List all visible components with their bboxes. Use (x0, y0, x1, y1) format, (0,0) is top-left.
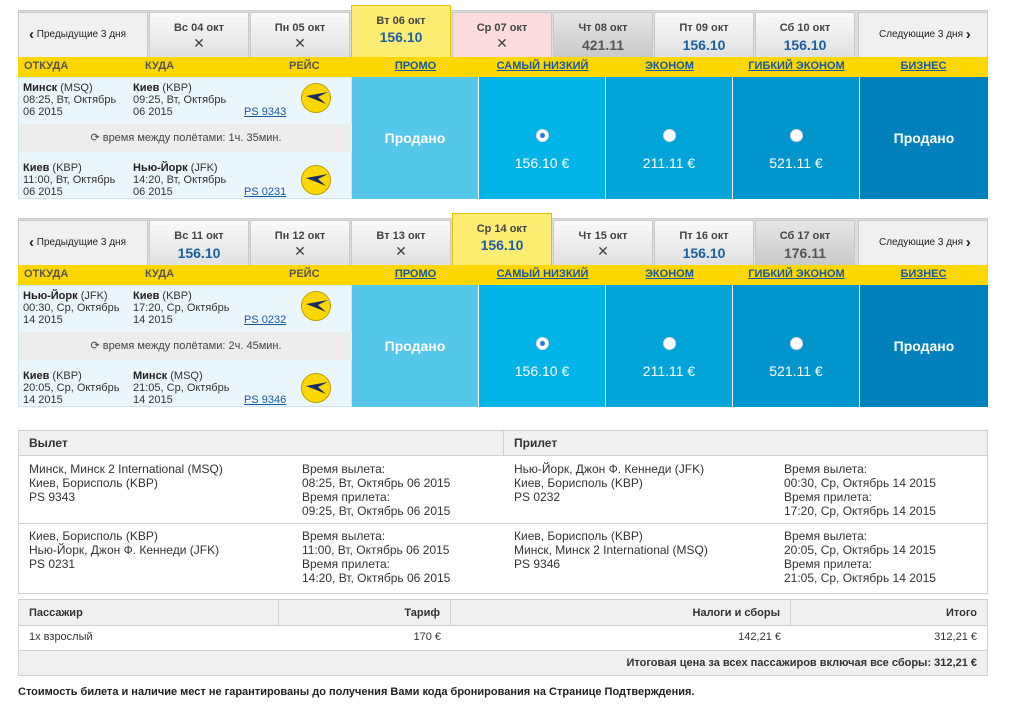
flight-segments (18, 77, 352, 199)
date-tab[interactable]: Вс 11 окт 156.10 (149, 220, 249, 265)
transfer-info: ⟳ время между полётами: 1ч. 35мин. (19, 124, 353, 152)
fare-radio-selected[interactable] (536, 129, 549, 142)
economy-fare-cell[interactable]: 211.11 € (606, 77, 732, 199)
return-segment-1-times: Время вылета: 00:30, Ср, Октябрь 14 2015 Время прилета: 17:20, Ср, Октябрь 14 2015 (784, 462, 936, 518)
unavailable-icon: ✕ (294, 35, 306, 51)
price-table (18, 599, 988, 676)
lowest-fare-cell[interactable]: 156.10 € (479, 77, 605, 199)
airline-logo-icon (301, 373, 331, 403)
outbound-segment-1-times: Время вылета: 08:25, Вт, Октябрь 06 2015 Время прилета: 09:25, Вт, Октябрь 06 2015 (302, 462, 451, 518)
promo-sort-link[interactable]: ПРОМО (394, 60, 437, 72)
flex-economy-fare-cell[interactable]: 521.11 € (733, 77, 859, 199)
unavailable-icon: ✕ (496, 35, 508, 51)
transfer-icon: ⟳ (90, 132, 100, 144)
lowest-sort-link[interactable]: САМЫЙ НИЗКИЙ (496, 268, 589, 280)
outbound-segment-2-times: Время вылета: 11:00, Вт, Октябрь 06 2015 Время прилета: 14:20, Вт, Октябрь 06 2015 (302, 529, 451, 585)
fare-radio[interactable] (790, 337, 803, 350)
prev-3-days-button[interactable]: ‹ Предыдущие 3 дня (18, 220, 148, 265)
outbound-segment-2: Киев, Борисполь (KBP) Нью-Йорк, Джон Ф. Кеннеди (JFK) PS 0231 (29, 529, 220, 571)
passenger-type: 1x взрослый (29, 631, 93, 643)
date-tab[interactable]: Сб 17 окт 176.11 (755, 220, 855, 265)
return-segment-2: Киев, Борисполь (KBP) Минск, Минск 2 International (MSQ) PS 9346 (514, 529, 708, 571)
transfer-info: ⟳ время между полётами: 2ч. 45мин. (19, 332, 353, 360)
segment-destination: Нью-Йорк (JFK) 14:20, Вт, Октябрь 06 2015 (133, 162, 227, 198)
grand-total: Итоговая цена за всех пассажиров включая все сборы: 312,21 € (19, 650, 987, 675)
fare-radio[interactable] (663, 129, 676, 142)
segment-origin: Киев (KBP) 20:05, Ср, Октябрь 14 2015 (23, 370, 120, 406)
taxes-header: Налоги и сборы (451, 600, 791, 626)
lowest-sort-link[interactable]: САМЫЙ НИЗКИЙ (496, 60, 589, 72)
next-3-days-button[interactable]: Следующие 3 дня › (858, 220, 988, 265)
promo-fare-cell: Продано (352, 77, 478, 199)
business-fare-cell: Продано (860, 285, 988, 407)
transfer-icon: ⟳ (90, 340, 100, 352)
flex-economy-sort-link[interactable]: ГИБКИЙ ЭКОНОМ (748, 60, 845, 72)
airline-logo-icon (301, 291, 331, 321)
date-tab[interactable]: Вт 13 окт ✕ (351, 220, 451, 265)
date-tab-selected[interactable]: Ср 14 окт 156.10 (452, 213, 552, 265)
date-tab[interactable]: Пт 16 окт 156.10 (654, 220, 754, 265)
unavailable-icon: ✕ (597, 243, 609, 259)
total-value: 312,21 € (934, 631, 977, 643)
economy-fare-cell[interactable]: 211.11 € (606, 285, 732, 407)
chevron-right-icon: › (965, 234, 971, 251)
unavailable-icon: ✕ (193, 35, 205, 51)
promo-fare-cell: Продано (352, 285, 478, 407)
segment-origin: Минск (MSQ) 08:25, Вт, Октябрь 06 2015 (23, 82, 117, 118)
return-segment-2-times: Время вылета: 20:05, Ср, Октябрь 14 2015 Время прилета: 21:05, Ср, Октябрь 14 2015 (784, 529, 936, 585)
unavailable-icon: ✕ (294, 243, 306, 259)
business-sort-link[interactable]: БИЗНЕС (900, 60, 947, 72)
business-fare-cell: Продано (860, 77, 988, 199)
chevron-right-icon: › (965, 26, 971, 43)
date-tab[interactable]: Чт 08 окт 421.11 (553, 12, 653, 57)
flight-number-link[interactable]: PS 0231 (244, 186, 287, 198)
fare-radio-selected[interactable] (536, 337, 549, 350)
disclaimer-note: Стоимость билета и наличие мест не гарантированы до получения Вами кода бронирования на Странице Подтверждения. (18, 686, 695, 698)
fare-header: Тариф (279, 600, 451, 626)
departure-heading: Вылет (19, 431, 504, 456)
date-tab[interactable]: Чт 15 окт ✕ (553, 220, 653, 265)
itinerary-details (18, 430, 988, 594)
date-tab[interactable]: Пн 05 окт ✕ (250, 12, 350, 57)
fare-header: ОТКУДА КУДА РЕЙС ПРОМО САМЫЙ НИЗКИЙ ЭКОНОМ ГИБКИЙ ЭКОНОМ БИЗНЕС (18, 265, 988, 285)
total-header: Итого (791, 600, 987, 626)
return-flight-block (18, 218, 988, 408)
arrival-heading: Прилет (504, 431, 987, 456)
airline-logo-icon (301, 165, 331, 195)
segment-origin: Нью-Йорк (JFK) 00:30, Ср, Октябрь 14 2015 (23, 290, 120, 326)
chevron-left-icon: ‹ (29, 26, 34, 43)
segment-destination: Киев (KBP) 09:25, Вт, Октябрь 06 2015 (133, 82, 227, 118)
next-3-days-button[interactable]: Следующие 3 дня › (858, 12, 988, 57)
segment-destination: Минск (MSQ) 21:05, Ср, Октябрь 14 2015 (133, 370, 230, 406)
fare-value: 170 € (413, 631, 441, 643)
prev-3-days-button[interactable]: ‹ Предыдущие 3 дня (18, 12, 148, 57)
fare-radio[interactable] (790, 129, 803, 142)
business-sort-link[interactable]: БИЗНЕС (900, 268, 947, 280)
economy-sort-link[interactable]: ЭКОНОМ (645, 60, 694, 72)
lowest-fare-cell[interactable]: 156.10 € (479, 285, 605, 407)
date-tab[interactable]: Сб 10 окт 156.10 (755, 12, 855, 57)
date-tab[interactable]: Вс 04 окт ✕ (149, 12, 249, 57)
economy-sort-link[interactable]: ЭКОНОМ (645, 268, 694, 280)
fare-radio[interactable] (663, 337, 676, 350)
outbound-segment-1: Минск, Минск 2 International (MSQ) Киев, Борисполь (KBP) PS 9343 (29, 462, 223, 504)
airline-logo-icon (301, 83, 331, 113)
date-tab[interactable]: Пт 09 окт 156.10 (654, 12, 754, 57)
chevron-left-icon: ‹ (29, 234, 34, 251)
row-divider (19, 523, 987, 524)
flex-economy-sort-link[interactable]: ГИБКИЙ ЭКОНОМ (748, 268, 845, 280)
promo-sort-link[interactable]: ПРОМО (394, 268, 437, 280)
outbound-flight-block (18, 10, 988, 200)
flight-segments (18, 285, 352, 407)
date-tab[interactable]: Пн 12 окт ✕ (250, 220, 350, 265)
flex-economy-fare-cell[interactable]: 521.11 € (733, 285, 859, 407)
date-tab[interactable]: Ср 07 окт ✕ (452, 12, 552, 57)
segment-destination: Киев (KBP) 17:20, Ср, Октябрь 14 2015 (133, 290, 230, 326)
flight-number-link[interactable]: PS 9343 (244, 106, 287, 118)
passenger-header: Пассажир (19, 600, 279, 626)
return-segment-1: Нью-Йорк, Джон Ф. Кеннеди (JFK) Киев, Борисполь (KBP) PS 0232 (514, 462, 705, 504)
date-tab-selected[interactable]: Вт 06 окт 156.10 (351, 5, 451, 57)
segment-origin: Киев (KBP) 11:00, Вт, Октябрь 06 2015 (23, 162, 116, 198)
flight-number-link[interactable]: PS 9346 (244, 394, 287, 406)
unavailable-icon: ✕ (395, 243, 407, 259)
taxes-value: 142,21 € (738, 631, 781, 643)
fare-header: ОТКУДА КУДА РЕЙС ПРОМО САМЫЙ НИЗКИЙ ЭКОНОМ ГИБКИЙ ЭКОНОМ БИЗНЕС (18, 57, 988, 77)
flight-number-link[interactable]: PS 0232 (244, 314, 287, 326)
